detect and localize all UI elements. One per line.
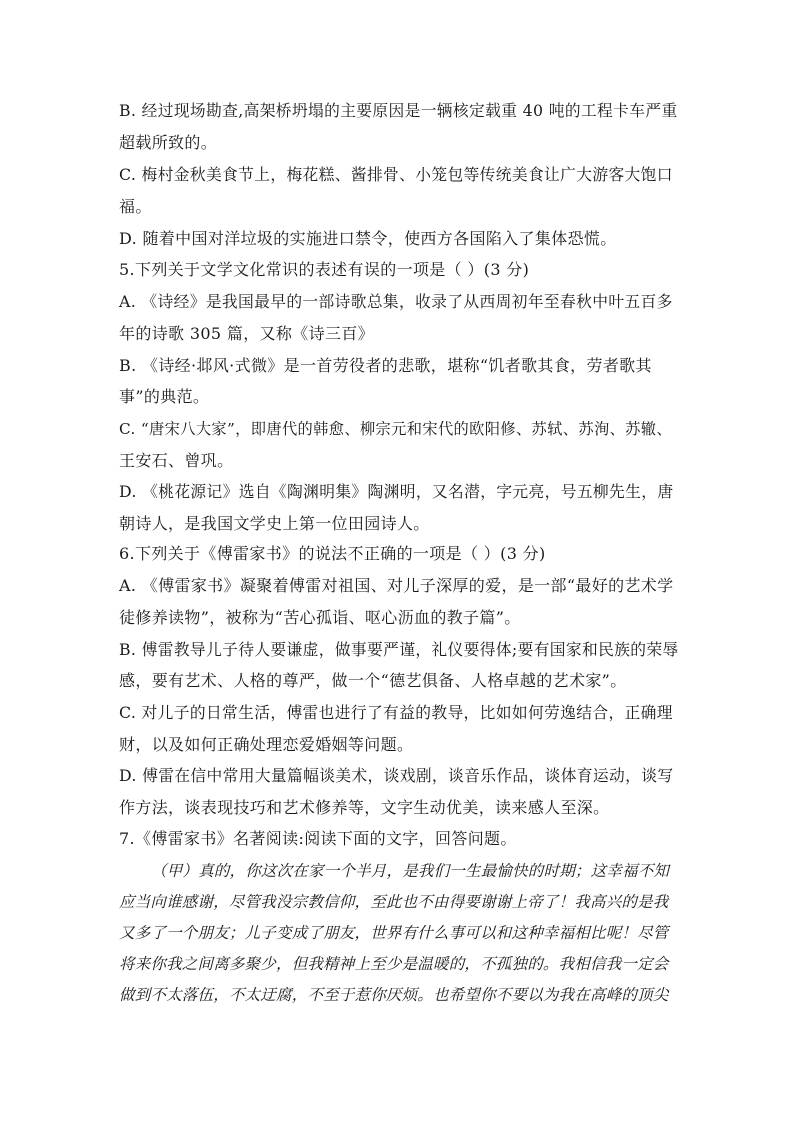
option-b-line-1: B. 经过现场勘查,高架桥坍塌的主要原因是一辆核定载重 40 吨的工程卡车严重 — [119, 101, 678, 120]
question-5-option-a-line-1: A. 《诗经》是我国最早的一部诗歌总集，收录了从西周初年至春秋中叶五百多 — [119, 292, 673, 311]
excerpt-line-4: 将来你我之间离多聚少，但我精神上至少是温暖的，不孤独的。我相信我一定会 — [119, 955, 669, 973]
question-6-stem: 6.下列关于《傅雷家书》的说法不正确的一项是（ ）(3 分) — [119, 544, 546, 563]
option-b-line-2: 超载所致的。 — [119, 133, 218, 152]
question-6-option-a-line-2: 徒修养读物”，被称为“苦心孤诣、呕心沥血的教子篇”。 — [119, 608, 521, 627]
question-6-option-b-line-2: 感，要有艺术、人格的尊严，做一个“德艺俱备、人格卓越的艺术家”。 — [119, 671, 627, 690]
question-6-option-d-line-2: 作方法，谈表现技巧和艺术修养等，文字生动优美，读来感人至深。 — [119, 798, 610, 817]
question-5-option-b-line-2: 事”的典范。 — [119, 387, 210, 406]
question-6-option-c-line-2: 财，以及如何正确处理恋爱婚姻等问题。 — [119, 735, 414, 754]
question-5-option-c-line-2: 王安石、曾巩。 — [119, 451, 234, 470]
excerpt-line-2: 应当向谁感谢，尽管我没宗教信仰，至此也不由得要谢谢上帝了！我高兴的是我 — [119, 893, 669, 911]
excerpt-line-3: 又多了一个朋友；儿子变成了朋友，世界有什么事可以和这种幸福相比呢！尽管 — [119, 924, 669, 942]
question-7-stem: 7.《傅雷家书》名著阅读:阅读下面的文字，回答问题。 — [119, 829, 517, 848]
option-c-line-2: 福。 — [119, 197, 152, 216]
question-5-option-a-line-2: 年的诗歌 305 篇，又称《诗三百》 — [119, 324, 375, 343]
excerpt-line-1: （甲）真的，你这次在家一个半月，是我们一生最愉快的时期；这幸福不知 — [151, 862, 670, 880]
question-6-option-a-line-1: A. 《傅雷家书》凝聚着傅雷对祖国、对儿子深厚的爱，是一部“最好的艺术学 — [119, 576, 674, 595]
question-6-option-b-line-1: B. 傅雷教导儿子待人要谦虚，做事要严谨，礼仪要得体;要有国家和民族的荣辱 — [119, 640, 679, 659]
question-6-option-d-line-1: D. 傅雷在信中常用大量篇幅谈美术，谈戏剧，谈音乐作品，谈体育运动，谈写 — [119, 766, 674, 785]
question-5-option-c-line-1: C. “唐宋八大家”，即唐代的韩愈、柳宗元和宋代的欧阳修、苏轼、苏洵、苏辙、 — [119, 420, 672, 438]
question-5-option-d-line-2: 朝诗人，是我国文学史上第一位田园诗人。 — [119, 514, 430, 533]
question-5-stem: 5.下列关于文学文化常识的表述有误的一项是（ ）(3 分) — [119, 260, 530, 279]
question-5-option-d-line-1: D. 《桃花源记》选自《陶渊明集》陶渊明，又名潜，字元亮，号五柳先生，唐 — [119, 482, 674, 501]
excerpt-line-5: 做到不太落伍，不太迂腐，不至于惹你厌烦。也希望你不要以为我在高峰的顶尖 — [119, 986, 669, 1004]
option-d-line-1: D. 随着中国对洋垃圾的实施进口禁令，使西方各国陷入了集体恐慌。 — [119, 229, 617, 248]
question-6-option-c-line-1: C. 对儿子的日常生活，傅雷也进行了有益的教导，比如如何劳逸结合，正确理 — [119, 703, 673, 722]
option-c-line-1: C. 梅村金秋美食节上，梅花糕、酱排骨、小笼包等传统美食让广大游客大饱口 — [119, 165, 673, 184]
question-5-option-b-line-1: B. 《诗经·邶风·式微》是一首劳役者的悲歌，堪称“饥者歌其食，劳者歌其 — [119, 356, 652, 375]
